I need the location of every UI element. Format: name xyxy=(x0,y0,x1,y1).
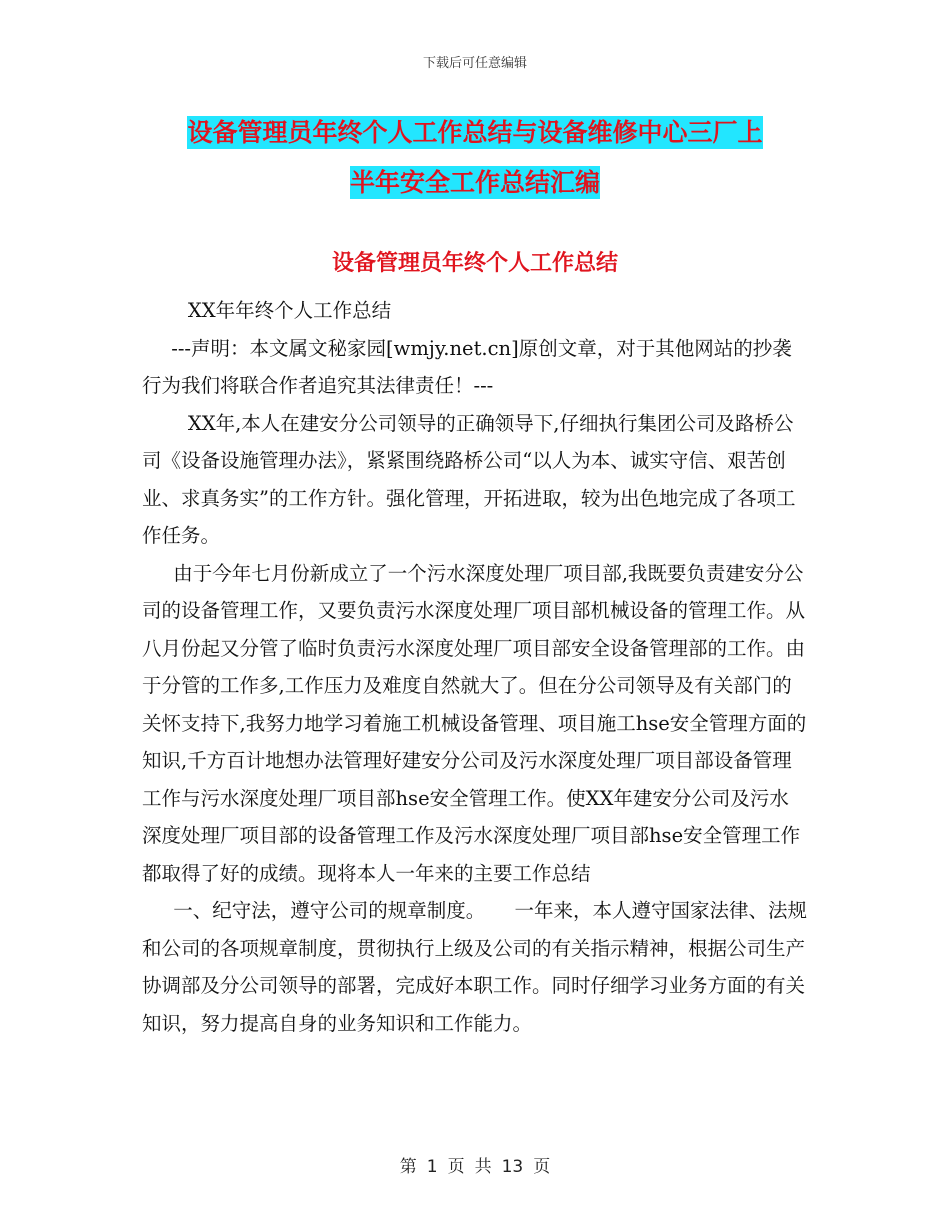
paragraph-disclaimer: ---声明：本文属文秘家园[wmjy.net.cn]原创文章，对于其他网站的抄袭行为我们将联合作者追究其法律责任！--- xyxy=(142,336,792,397)
paragraph-background: 由于今年七月份新成立了一个污水深度处理厂项目部,我既要负责建安分公司的设备管理工作，又要负责污水深度处理厂项目部机械设备的管理工作。从八月份起又分管了临时负责污水深度处理厂项目部安全设备管理部的工作。由于分管的工作多,工作压力及难度自然就大了。但在分公司领导及有关部门的关怀支持下,我努力地学习着施工机械设备管理、项目施工hse安全管理方面的知识,千方百计地想办法管理好建安分公司及污水深度处理厂项目部设备管理工作与污水深度处理厂项目部hse安全管理工作。使XX年建安分公司及污水深度处理厂项目部的设备管理工作及污水深度处理厂项目部hse安全管理工作都取得了好的成绩。现将本人一年来的主要工作总结 xyxy=(142,561,807,885)
paragraph-intro: XX年,本人在建安分公司领导的正确领导下,仔细执行集团公司及路桥公司《设备设施管理办法》，紧紧围绕路桥公司“以人为本、诚实守信、艰苦创业、求真务实”的工作方针。强化管理，开拓进取，较为出色地完成了各项工作任务。 xyxy=(142,411,796,547)
paragraph-heading: XX年年终个人工作总结 xyxy=(187,299,392,322)
footer-label-total: 共 xyxy=(474,1157,492,1177)
page-footer xyxy=(0,1152,950,1177)
footer-label-page: 第 xyxy=(399,1157,417,1177)
footer-page-number: 1 xyxy=(426,1157,438,1177)
footer-label-unit: 页 xyxy=(447,1157,465,1177)
document-title xyxy=(140,108,810,208)
document-body xyxy=(142,292,807,1042)
paragraph-section-one: 一、纪守法，遵守公司的规章制度。 一年来，本人遵守国家法律、法规和公司的各项规章制度，贯彻执行上级及公司的有关指示精神，根据公司生产协调部及分公司领导的部署，完成好本职工作。同时仔细学习业务方面的有关知识，努力提高自身的业务知识和工作能力。 xyxy=(142,899,807,1035)
header-note: 下载后可任意编辑 xyxy=(422,56,527,71)
footer-label-unit-2: 页 xyxy=(533,1157,551,1177)
document-title-line-1: 设备管理员年终个人工作总结与设备维修中心三厂上 xyxy=(187,118,763,147)
section-title: 设备管理员年终个人工作总结 xyxy=(331,251,618,276)
footer-total-pages: 13 xyxy=(501,1157,524,1177)
document-title-line-2: 半年安全工作总结汇编 xyxy=(349,168,600,197)
